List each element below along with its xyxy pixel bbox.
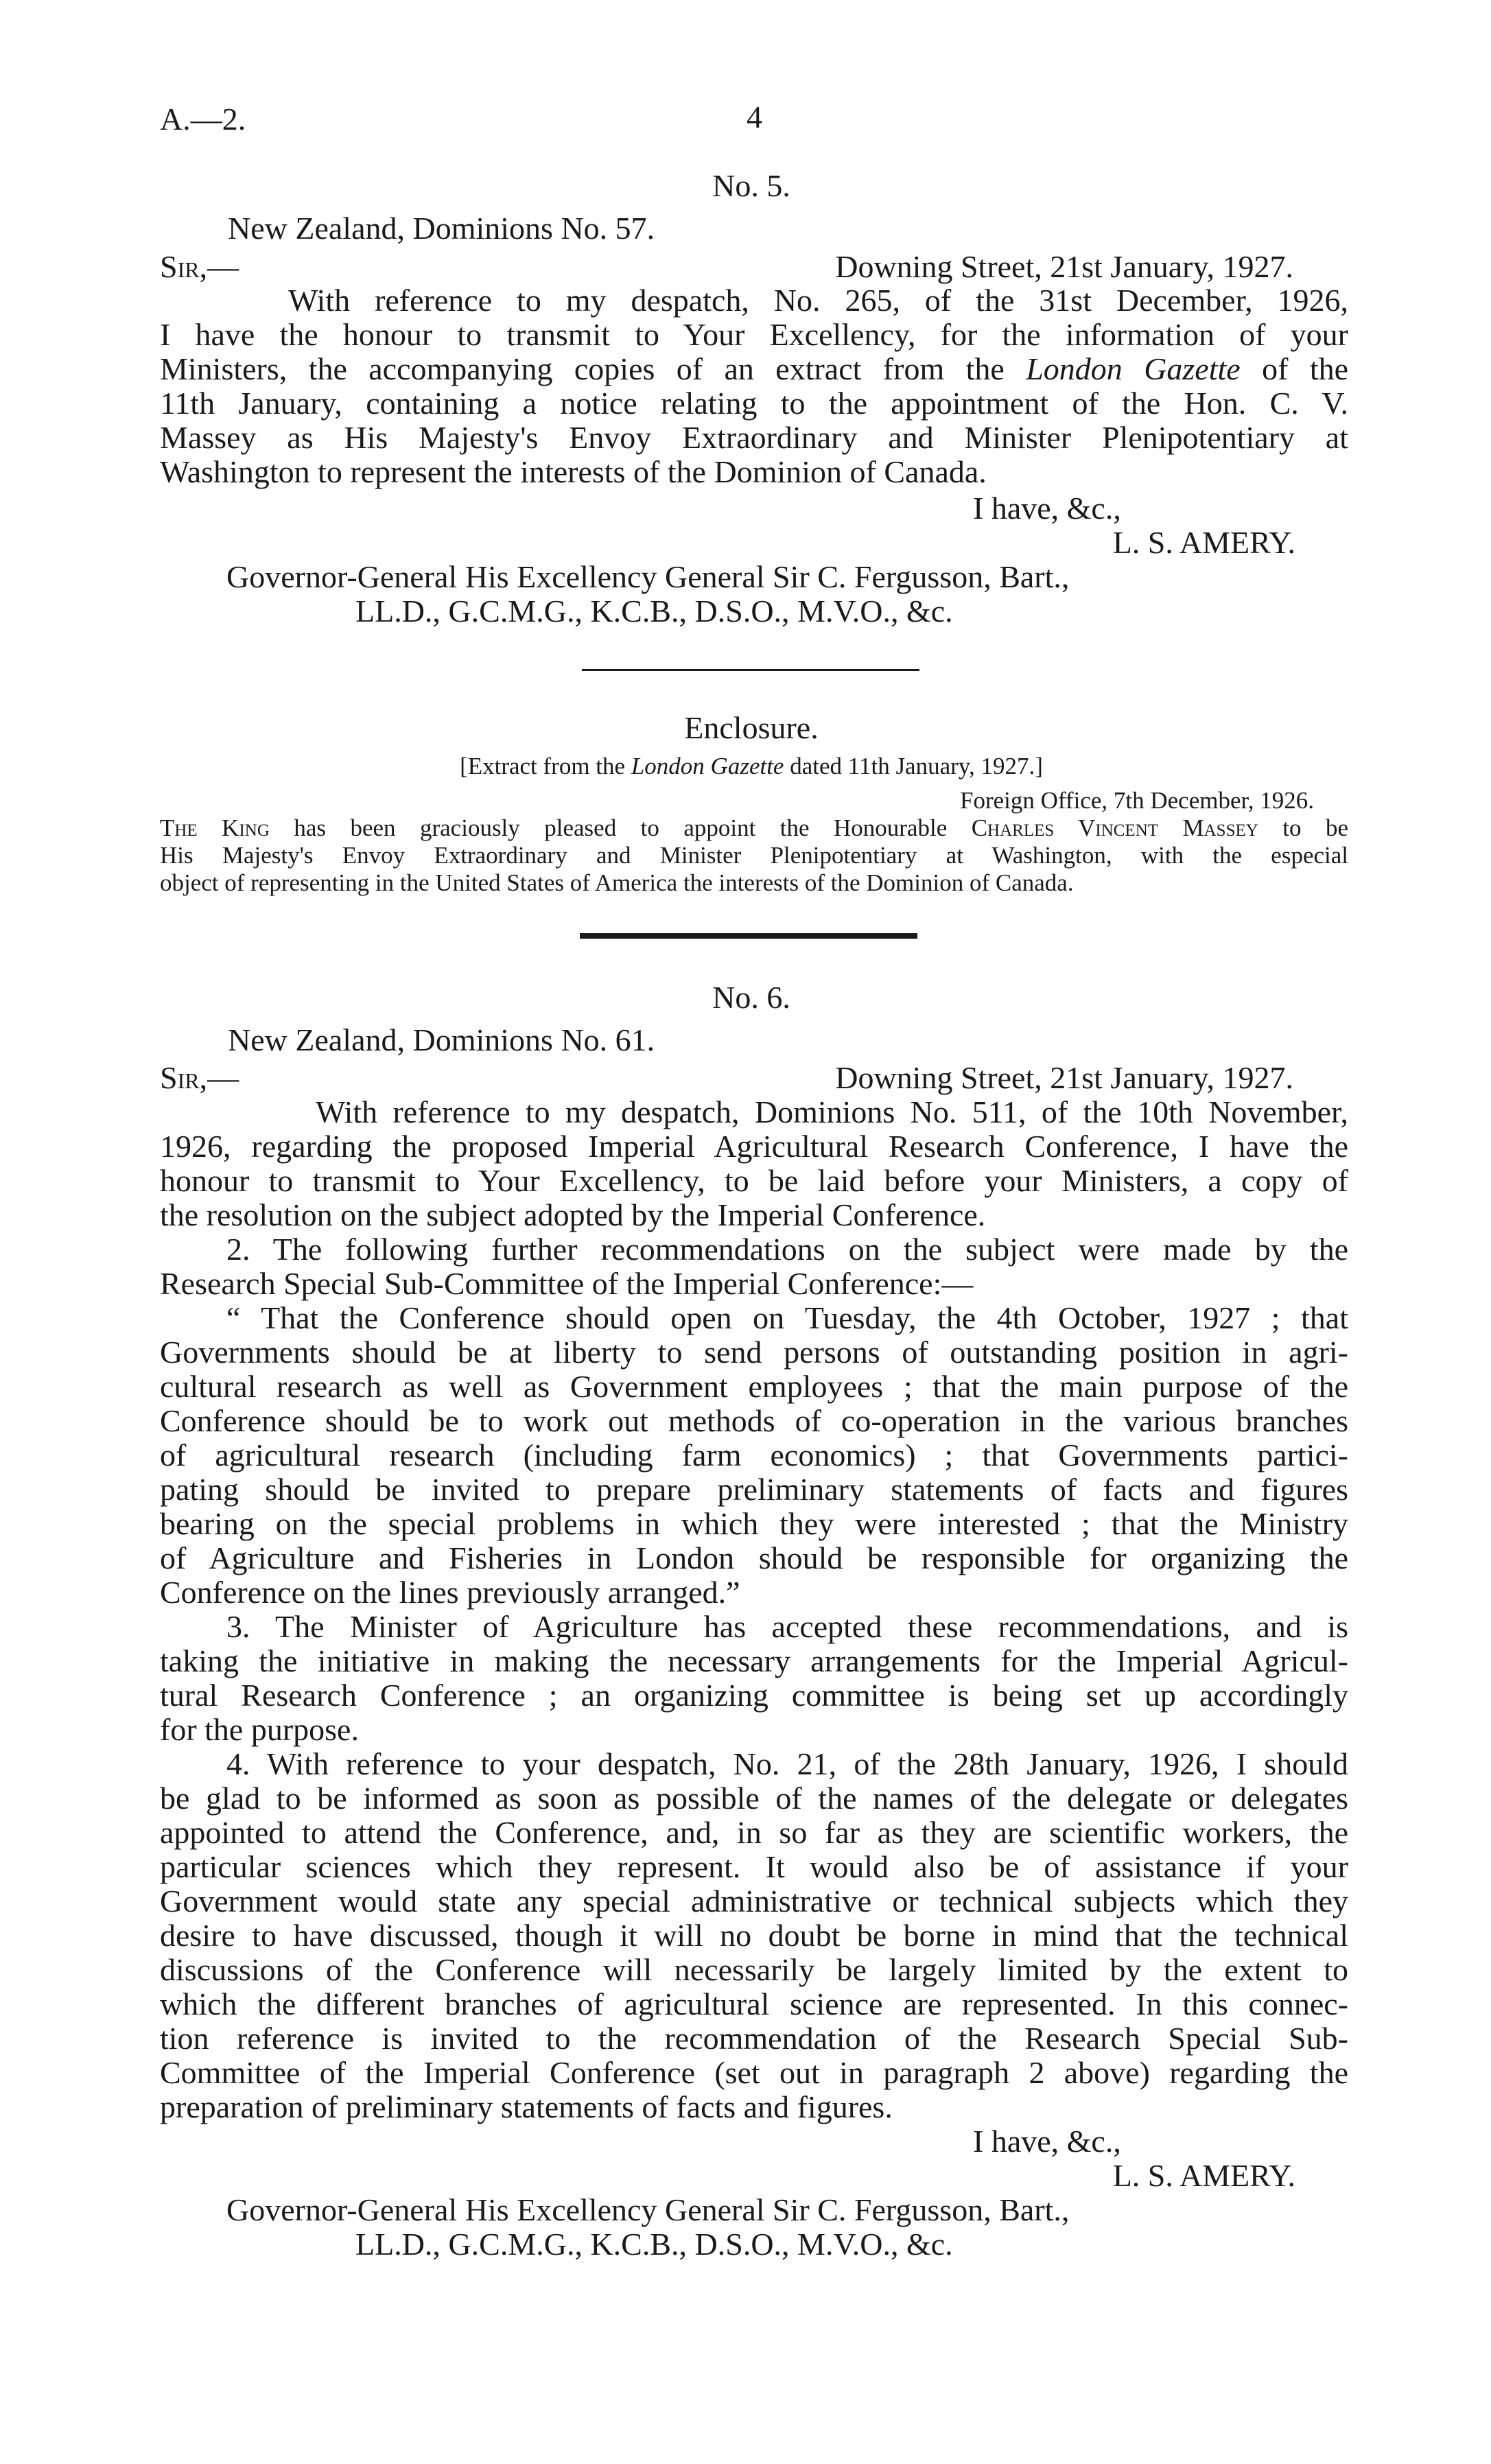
letter-1-number: No. 5. — [712, 168, 790, 203]
body-line: Research Special Sub-Committee of the Imperial Conference:— — [160, 1266, 974, 1301]
body-line: discussions of the Conference will necessarily be largely limited by the extent to — [160, 1952, 1348, 1987]
body-line: Committee of the Imperial Conference (set out in paragraph 2 above) regarding the — [160, 2055, 1348, 2090]
letter-1-addressee-line-2: LL.D., G.C.M.G., K.C.B., D.S.O., M.V.O., &c. — [355, 594, 953, 629]
publication-title: London Gazette — [1026, 351, 1241, 386]
section-divider-thick — [580, 933, 917, 939]
body-line: which the different branches of agricultural science are represented. In this connec- — [160, 1986, 1348, 2021]
text-run: to be — [1282, 814, 1349, 841]
page-number: 4 — [747, 99, 762, 134]
body-line: 2. The following further recommendations on the subject were made by the — [226, 1232, 1348, 1267]
body-line: honour to transmit to Your Excellency, to be laid before your Ministers, a copy of — [160, 1163, 1348, 1198]
body-line: With reference to my despatch, Dominions No. 511, of the 10th November, — [316, 1094, 1348, 1129]
body-line: bearing on the special problems in which they were interested ; that the Ministry — [160, 1506, 1348, 1541]
letter-1-address-date: Downing Street, 21st January, 1927. — [835, 249, 1293, 284]
letter-1-salutation: Sir,— — [160, 249, 239, 284]
letter-2-addressee-line-1: Governor-General His Excellency General Sir C. Fergusson, Bart., — [226, 2192, 1070, 2227]
enclosure-line — [160, 814, 1348, 842]
enclosure-heading: Enclosure. — [684, 710, 819, 745]
body-line: be glad to be informed as soon as possible of the names of the delegate or delegates — [160, 1781, 1348, 1816]
letter-2-addressee-line-2: LL.D., G.C.M.G., K.C.B., D.S.O., M.V.O., &c. — [355, 2227, 953, 2262]
body-line: 11th January, containing a notice relating to the appointment of the Hon. C. V. — [160, 386, 1348, 421]
body-line: appointed to attend the Conference, and, in so far as they are scientific workers, the — [160, 1815, 1348, 1850]
body-line: the resolution on the subject adopted by the Imperial Conference. — [160, 1197, 986, 1232]
text-run: has been graciously pleased to appoint the Honourable — [294, 814, 948, 841]
section-divider-thin — [582, 669, 919, 671]
body-line: Conference on the lines previously arranged.” — [160, 1575, 740, 1610]
body-line: Massey as His Majesty's Envoy Extraordinary and Minister Plenipotentiary at — [160, 420, 1348, 455]
series-code: A.—2. — [160, 102, 246, 137]
body-line: of Agriculture and Fisheries in London should be responsible for organizing the — [160, 1540, 1348, 1575]
body-line: 4. With reference to your despatch, No. 21, of the 28th January, 1926, I should — [226, 1746, 1348, 1781]
text-run: Ministers, the accompanying copies of an extract from the — [160, 351, 1005, 386]
appointee-name: Charles Vincent Massey — [971, 814, 1258, 841]
enclosure-line: His Majesty's Envoy Extraordinary and Minister Plenipotentiary at Washington, with the especial — [160, 842, 1348, 869]
letter-2-signature: L. S. AMERY. — [1112, 2158, 1295, 2193]
text-run: [Extract from the — [460, 753, 626, 779]
letter-2-salutation: Sir,— — [160, 1060, 239, 1095]
text-run: dated 11th January, 1927.] — [790, 753, 1043, 779]
body-line: of agricultural research (including farm economics) ; that Governments partici- — [160, 1438, 1348, 1472]
body-line: tion reference is invited to the recommendation of the Research Special Sub- — [160, 2021, 1348, 2056]
body-line: desire to have discussed, though it will no doubt be borne in mind that the technical — [160, 1918, 1348, 1953]
body-line: With reference to my despatch, No. 265, of the 31st December, 1926, — [288, 283, 1348, 318]
body-line: Government would state any special administrative or technical subjects which they — [160, 1884, 1348, 1919]
text-run: of the — [1262, 351, 1349, 386]
body-line: preparation of preliminary statements of facts and figures. — [160, 2089, 893, 2124]
letter-2-closing: I have, &c., — [973, 2124, 1121, 2159]
body-line — [160, 351, 1348, 386]
letter-2-reference: New Zealand, Dominions No. 61. — [228, 1022, 655, 1057]
body-line: 1926, regarding the proposed Imperial Agricultural Research Conference, I have the — [160, 1129, 1348, 1164]
letter-2-number: No. 6. — [712, 980, 790, 1015]
letter-1-addressee-line-1: Governor-General His Excellency General Sir C. Fergusson, Bart., — [226, 559, 1070, 594]
body-line: particular sciences which they represent. It would also be of assistance if your — [160, 1849, 1348, 1884]
enclosure-line: object of representing in the United States of America the interests of the Dominion of Canada. — [160, 869, 1074, 896]
body-line: Governments should be at liberty to send persons of outstanding position in agri- — [160, 1335, 1348, 1370]
body-line: tural Research Conference ; an organizing committee is being set up accordingly — [160, 1678, 1348, 1713]
letter-1-closing: I have, &c., — [973, 491, 1121, 526]
body-line: I have the honour to transmit to Your Excellency, for the information of your — [160, 317, 1348, 352]
body-line: cultural research as well as Government employees ; that the main purpose of the — [160, 1369, 1348, 1404]
body-line: “ That the Conference should open on Tuesday, the 4th October, 1927 ; that — [226, 1300, 1348, 1335]
body-line: Conference should be to work out methods of co-operation in the various branches — [160, 1403, 1348, 1438]
body-line: for the purpose. — [160, 1712, 359, 1747]
letter-1-reference: New Zealand, Dominions No. 57. — [228, 211, 655, 246]
letter-1-signature: L. S. AMERY. — [1112, 525, 1295, 560]
body-line: pating should be invited to prepare preliminary statements of facts and figures — [160, 1472, 1348, 1507]
text-run: The King — [160, 814, 270, 841]
publication-title: London Gazette — [631, 753, 784, 779]
body-line: taking the initiative in making the necessary arrangements for the Imperial Agricul- — [160, 1643, 1348, 1678]
body-line: 3. The Minister of Agriculture has accepted these recommendations, and is — [226, 1609, 1348, 1644]
letter-2-address-date: Downing Street, 21st January, 1927. — [835, 1060, 1293, 1095]
enclosure-office-date: Foreign Office, 7th December, 1926. — [960, 787, 1314, 814]
enclosure-extract-note — [0, 753, 1491, 780]
body-line: Washington to represent the interests of the Dominion of Canada. — [160, 454, 987, 489]
